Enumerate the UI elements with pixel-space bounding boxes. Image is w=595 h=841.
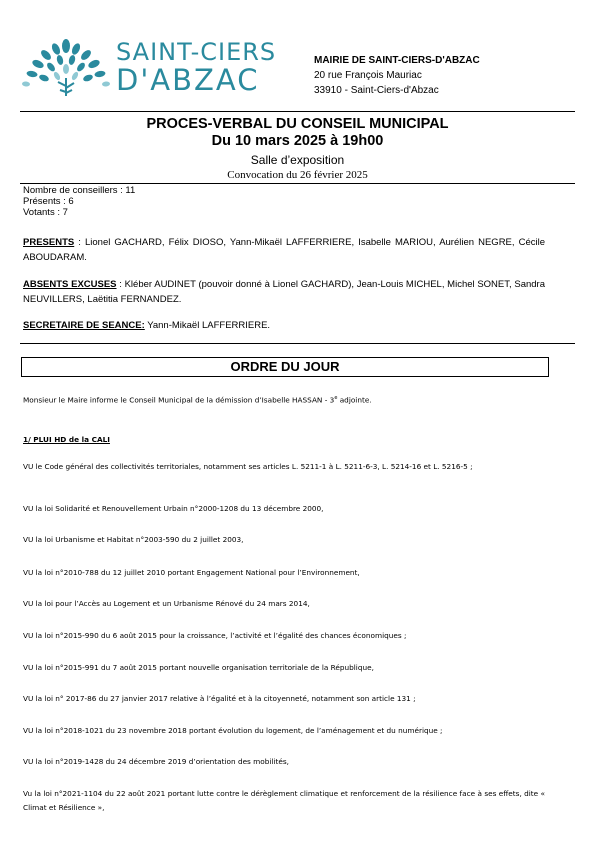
logo-title-line1: SAINT-CIERS [116,38,277,66]
paragraph: VU la loi n°2015-990 du 6 août 2015 pour la croissance, l’activité et l’égalité des chances économiques ; [23,631,407,640]
title-divider [20,183,575,184]
secretaire-label: SECRETAIRE DE SEANCE: [23,320,145,331]
absents-paragraph [23,277,545,307]
ordre-divider [20,343,575,344]
presents-paragraph [23,235,545,265]
paragraph: VU la loi Solidarité et Renouvellement Urbain n°2000-1208 du 13 décembre 2000, [23,504,324,513]
secretaire-paragraph [23,318,545,333]
paragraph: VU le Code général des collectivités territoriales, notamment ses articles L. 5211-1 à L. 5211-6-3, L. 5214-16 et L. 5216-5 ; [23,462,473,471]
intro-text-end: adjointe. [337,395,372,405]
conseillers-count: Nombre de conseillers : 11 [23,185,136,196]
votants-count: Votants : 7 [23,207,68,218]
meeting-date: Du 10 mars 2025 à 19h00 [211,133,384,149]
convocation-date: Convocation du 26 février 2025 [227,169,368,181]
tree-leaves-icon [18,38,114,100]
commune-logo [18,38,288,100]
intro-paragraph [23,391,545,407]
paragraph: VU la loi n°2018-1021 du 23 novembre 2018 portant évolution du logement, de l’aménagement et du numérique ; [23,726,443,735]
attendance-counts [23,185,135,218]
paragraph: VU la loi n°2015-991 du 7 août 2015 portant nouvelle organisation territoriale de la République, [23,663,374,672]
section-heading-plui: 1/ PLUI HD de la CALI [23,435,110,444]
paragraph: VU la loi pour l’Accès au Logement et un Urbanisme Rénové du 24 mars 2014, [23,599,310,608]
presents-list: : Lionel GACHARD, Félix DIOSO, Yann-Mikaël LAFFERRIERE, Isabelle MARIOU, Aurélien NEGRE, Cécile ABOUDARAM. [23,237,545,263]
paragraph: VU la loi n°2019-1428 du 24 décembre 2019 d’orientation des mobilités, [23,757,289,766]
ordre-du-jour-heading: ORDRE DU JOUR [21,357,549,377]
paragraph: VU la loi n°2010-788 du 12 juillet 2010 portant Engagement National pour l’Environnement, [23,568,360,577]
presents-label: PRESENTS [23,237,75,248]
mairie-name: MAIRIE DE SAINT-CIERS-D'ABZAC [314,55,480,66]
meeting-location: Salle d’exposition [250,153,345,167]
paragraph: VU la loi Urbanisme et Habitat n°2003-590 du 2 juillet 2003, [23,535,244,544]
paragraph: Vu la loi n°2021-1104 du 22 août 2021 portant lutte contre le dérèglement climatique et renforcement de la résilience face à ses effets, dite « Climat et Résilience », [23,789,545,812]
header-divider [20,111,575,112]
document-title: PROCES-VERBAL DU CONSEIL MUNICIPAL [146,116,449,132]
intro-text: Monsieur le Maire informe le Conseil Municipal de la démission d’Isabelle HASSAN - 3 [23,395,335,405]
mairie-city: 33910 - Saint-Ciers-d'Abzac [314,85,439,96]
absents-list: : Kléber AUDINET (pouvoir donné à Lionel GACHARD), Jean-Louis MICHEL, Michel SONET, Sandra NEUVILLERS, Laëtitia FERNANDEZ. [23,279,545,305]
mairie-street: 20 rue François Mauriac [314,70,422,81]
mairie-address-block [314,53,480,98]
secretaire-name: Yann-Mikaël LAFFERRIERE. [144,320,271,331]
absents-label: ABSENTS EXCUSES [23,279,117,290]
paragraph: VU la loi n° 2017-86 du 27 janvier 2017 relative à l’égalité et à la citoyenneté, notamment son article 131 ; [23,694,416,703]
logo-title-line2: D'ABZAC [116,63,260,97]
presents-count: Présents : 6 [23,196,74,207]
intro-sup: e [334,395,338,401]
